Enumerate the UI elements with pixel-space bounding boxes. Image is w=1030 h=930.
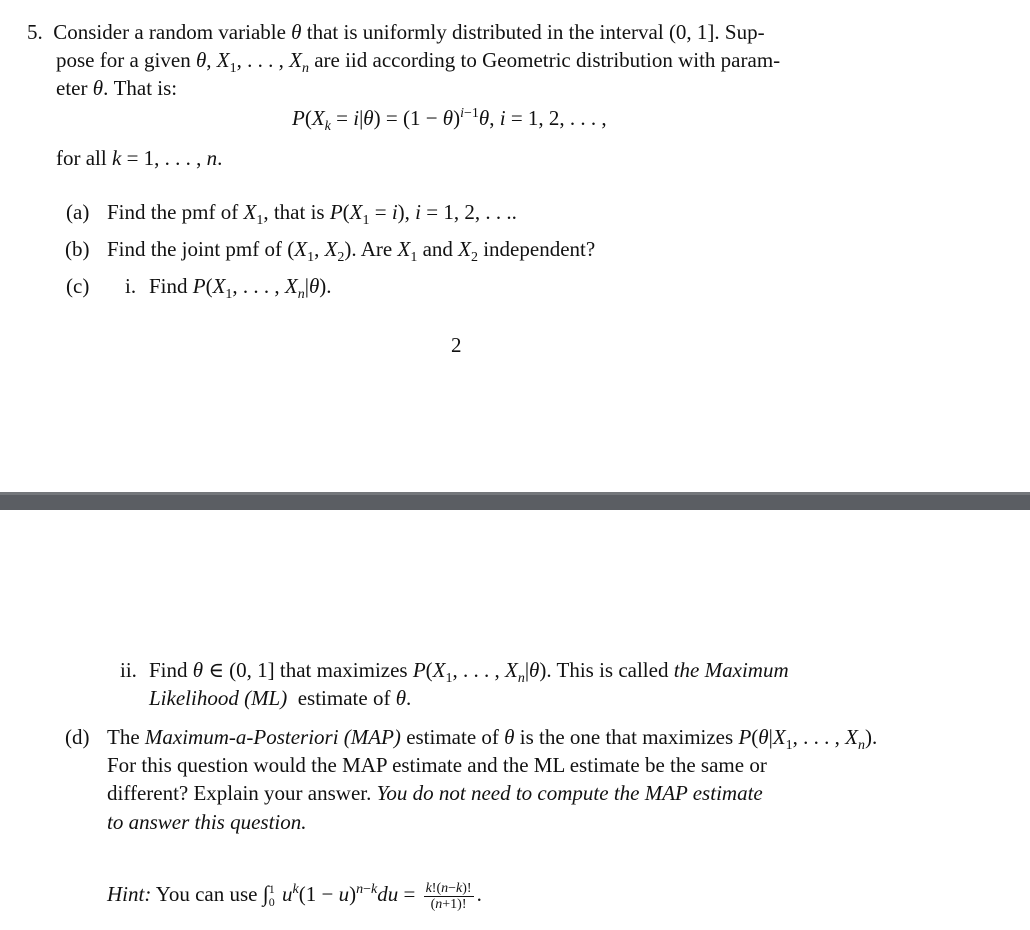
part-a-label: (a) bbox=[66, 200, 90, 224]
problem-intro-line-3: eter θ. That is: bbox=[56, 76, 178, 100]
part-c-ii-line-1: Find θ ∈ (0, 1] that maximizes $P(X_1$, . . . , $X_n|\theta$). This is called the Maximum bbox=[149, 658, 789, 687]
part-d-label: (d) bbox=[65, 725, 90, 749]
part-c-ii-line-2: Likelihood (ML) estimate of θ. bbox=[149, 686, 412, 710]
problem-intro-line-2: pose for a given θ, $X_1$, . . . , $X_n$ are iid according to Geometric distribution with param- bbox=[56, 48, 781, 77]
part-c-label: (c) bbox=[66, 274, 90, 298]
problem-intro-line-1: 5. Consider a random variable θ that is uniformly distributed in the interval (0, 1]. Sup- bbox=[27, 20, 765, 44]
geometric-pmf-equation: $P(X_k = i|\theta) = (1 - \theta)^{i-1}\theta$, i = 1, 2, . . . , bbox=[292, 106, 607, 135]
part-c-i-label: i. bbox=[125, 274, 137, 298]
part-b-label: (b) bbox=[65, 237, 90, 261]
part-d-line-1: The Maximum-a-Posteriori (MAP) estimate of θ is the one that maximizes $P(\theta|X_1$, . . . , $X_n$). bbox=[107, 725, 878, 754]
part-d-line-2: For this question would the MAP estimate and the ML estimate be the same or bbox=[107, 753, 767, 777]
page-number: 2 bbox=[451, 333, 462, 357]
part-a-text: Find the pmf of $X_1$, that is $P(X_1 = i)$, i = 1, 2, . . .. bbox=[107, 200, 517, 229]
part-b-text: Find the joint pmf of ($X_1$, $X_2$). Are $X_1$ and $X_2$ independent? bbox=[107, 237, 596, 266]
document-page-bottom bbox=[0, 510, 1030, 930]
part-d-line-4: to answer this question. bbox=[107, 810, 307, 834]
page-break-divider bbox=[0, 492, 1030, 510]
for-all-k-text: for all k = 1, . . . , n. bbox=[56, 146, 223, 170]
part-c-i-text: Find $P(X_1$, . . . , $X_n|\theta$). bbox=[149, 274, 332, 303]
part-d-line-3: different? Explain your answer. You do not need to compute the MAP estimate bbox=[107, 781, 763, 805]
part-c-ii-label: ii. bbox=[120, 658, 137, 682]
hint-integral: Hint: You can use ∫ 1 0 $u^k(1 - u)^{n-k}du$ = $\frac{k!(n-k)!}{(n+1)!}$ . bbox=[107, 880, 482, 912]
